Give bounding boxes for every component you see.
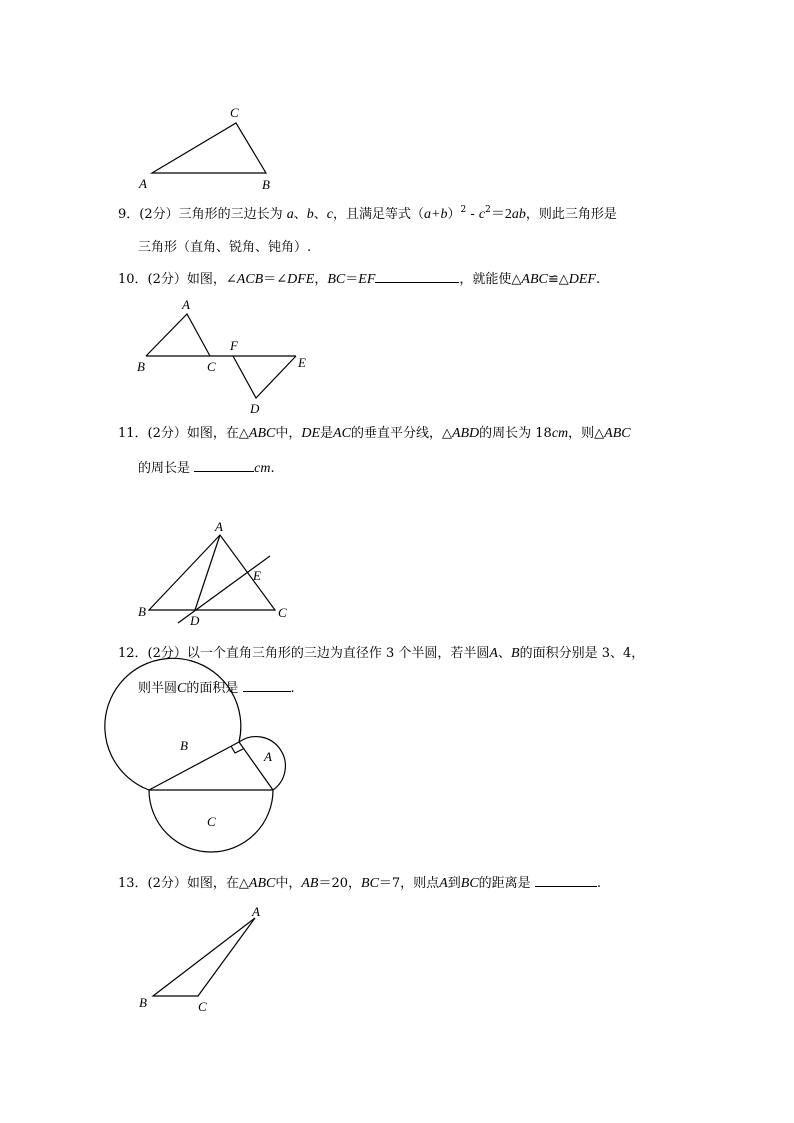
q13-tail: 的距离是 bbox=[478, 876, 531, 891]
q11-mid2: 是 bbox=[320, 426, 334, 441]
q9-sep1: 、 bbox=[293, 207, 307, 222]
q12-c: C bbox=[177, 681, 187, 696]
q13-prefix: 13．(2分）如图，在△ bbox=[118, 876, 249, 891]
q13-mid2: ＝20， bbox=[318, 876, 362, 891]
q10-ef: EF bbox=[358, 272, 376, 287]
q9-mid: ，且满足等式（ bbox=[333, 207, 425, 222]
q12-line2-tail: 的面积是 bbox=[186, 681, 239, 696]
q9-ab: ab bbox=[511, 207, 526, 222]
q11-segment-ad bbox=[195, 535, 220, 610]
q10-acb: ACB bbox=[236, 272, 264, 287]
q12-leg-b bbox=[149, 742, 239, 790]
q9-var-c: c bbox=[326, 207, 334, 222]
label-q13-B: B bbox=[139, 995, 147, 1010]
q12-line2-prefix: 则半圆 bbox=[138, 681, 178, 696]
figure-q13 bbox=[153, 918, 255, 996]
q12-end: . bbox=[290, 681, 295, 696]
q10-end: . bbox=[595, 272, 601, 287]
q11-end: . bbox=[270, 461, 275, 476]
label-top-B: B bbox=[262, 177, 270, 192]
q10-tail1: ，就能使△ bbox=[459, 272, 522, 287]
label-q11-D: D bbox=[190, 613, 200, 628]
q10-bc: BC bbox=[327, 272, 346, 287]
label-q11-B: B bbox=[138, 604, 146, 619]
q13-a: A bbox=[439, 876, 448, 891]
q11-de: DE bbox=[301, 426, 321, 441]
label-top-C: C bbox=[230, 105, 239, 120]
question-9-line-2 bbox=[138, 240, 311, 256]
q10-def: DEF bbox=[568, 272, 596, 287]
q10-answer-blank[interactable] bbox=[375, 270, 459, 283]
q13-triangle-abc bbox=[153, 918, 255, 996]
label-q10-B: B bbox=[137, 359, 145, 374]
q11-abc2: ABC bbox=[604, 426, 631, 441]
q12-tail: 的面积分别是 3、4， bbox=[519, 646, 645, 661]
q9-tail: ，则此三角形是 bbox=[525, 207, 617, 222]
q13-answer-blank[interactable] bbox=[535, 874, 597, 887]
label-q12-B: B bbox=[180, 738, 188, 753]
q12-right-angle-mark bbox=[231, 746, 243, 753]
q11-prefix: 11．(2分）如图，在△ bbox=[118, 426, 249, 441]
figure-top-triangle bbox=[152, 123, 266, 173]
q9-sep2: 、 bbox=[313, 207, 327, 222]
q12-a: A bbox=[489, 646, 498, 661]
q10-abc: ABC bbox=[521, 272, 548, 287]
label-q10-C: C bbox=[207, 359, 216, 374]
figure-q10 bbox=[146, 314, 296, 398]
label-q11-C: C bbox=[278, 605, 287, 620]
q13-bc: BC bbox=[361, 876, 379, 891]
q13-mid1: 中， bbox=[275, 876, 302, 891]
q13-mid4: 到 bbox=[447, 876, 461, 891]
q9-var-a: a bbox=[286, 207, 294, 222]
q12-sep: 、 bbox=[497, 646, 511, 661]
q13-ab: AB bbox=[301, 876, 319, 891]
label-q13-A: A bbox=[252, 904, 260, 919]
top-triangle-shape bbox=[152, 123, 266, 173]
q10-cong: ≌△ bbox=[547, 272, 569, 287]
question-12-line-2 bbox=[138, 679, 295, 697]
question-10 bbox=[118, 270, 600, 288]
label-q11-E: E bbox=[253, 568, 261, 583]
label-q12-C: C bbox=[207, 814, 216, 829]
q11-answer-blank[interactable] bbox=[194, 459, 254, 472]
q11-cm1: cm bbox=[551, 426, 569, 441]
label-q13-C: C bbox=[198, 999, 207, 1014]
q10-triangle-fde bbox=[233, 356, 296, 398]
q10-eq2: ＝ bbox=[345, 272, 359, 287]
question-11-line-2 bbox=[138, 459, 275, 477]
q10-dfe: DFE bbox=[287, 272, 315, 287]
q10-eq1: ＝∠ bbox=[263, 272, 288, 287]
q11-mid3: 的垂直平分线，△ bbox=[350, 426, 452, 441]
q13-end: . bbox=[596, 876, 601, 891]
q13-bc2: BC bbox=[460, 876, 479, 891]
q11-cm2: cm bbox=[254, 461, 271, 476]
q9-sq2: 2 bbox=[485, 205, 491, 215]
q9-close: ） bbox=[447, 207, 461, 222]
q12-prefix: 12．(2分）以一个直角三角形的三边为直径作 3 个半圆，若半圆 bbox=[118, 646, 490, 661]
q12-answer-blank[interactable] bbox=[243, 679, 291, 692]
q10-prefix: 10．(2分）如图，∠ bbox=[118, 272, 237, 287]
q13-mid3: ＝7，则点 bbox=[378, 876, 440, 891]
q9-var-b: b bbox=[306, 207, 314, 222]
q9-c2: c bbox=[478, 207, 486, 222]
q11-ac: AC bbox=[333, 426, 351, 441]
q10-comma: ， bbox=[314, 272, 328, 287]
question-9-line-1 bbox=[118, 207, 617, 223]
question-11-line-1 bbox=[118, 426, 631, 442]
q11-mid4: 的周长为 18 bbox=[479, 426, 552, 441]
q11-abc: ABC bbox=[248, 426, 276, 441]
q9-minus: - bbox=[466, 207, 479, 222]
label-q11-A: A bbox=[215, 519, 223, 534]
label-q10-D: D bbox=[250, 401, 260, 416]
q11-line2-prefix: 的周长是 bbox=[138, 461, 191, 476]
label-q10-E: E bbox=[298, 355, 306, 370]
q11-mid5: ，则△ bbox=[568, 426, 605, 441]
label-q10-A: A bbox=[182, 297, 190, 312]
q9-sq1: 2 bbox=[460, 205, 467, 215]
q11-mid1: 中， bbox=[275, 426, 302, 441]
label-q10-F: F bbox=[230, 338, 238, 353]
q9-eq: ＝2 bbox=[490, 207, 512, 222]
label-top-A: A bbox=[139, 176, 147, 191]
question-13 bbox=[118, 874, 601, 892]
question-12-line-1 bbox=[118, 646, 644, 662]
q12-b: B bbox=[511, 646, 520, 661]
q9-expr-ab: a+b bbox=[424, 207, 448, 222]
q10-triangle-abc bbox=[146, 314, 210, 356]
label-q12-A: A bbox=[264, 749, 272, 764]
q13-abc: ABC bbox=[248, 876, 276, 891]
q11-abd: ABD bbox=[451, 426, 480, 441]
q9-prefix: 9．(2分）三角形的三边长为 bbox=[118, 207, 283, 222]
q9-line2: 三角形（直角、锐角、钝角）. bbox=[138, 240, 312, 255]
q12-semicircle-A bbox=[239, 737, 285, 790]
